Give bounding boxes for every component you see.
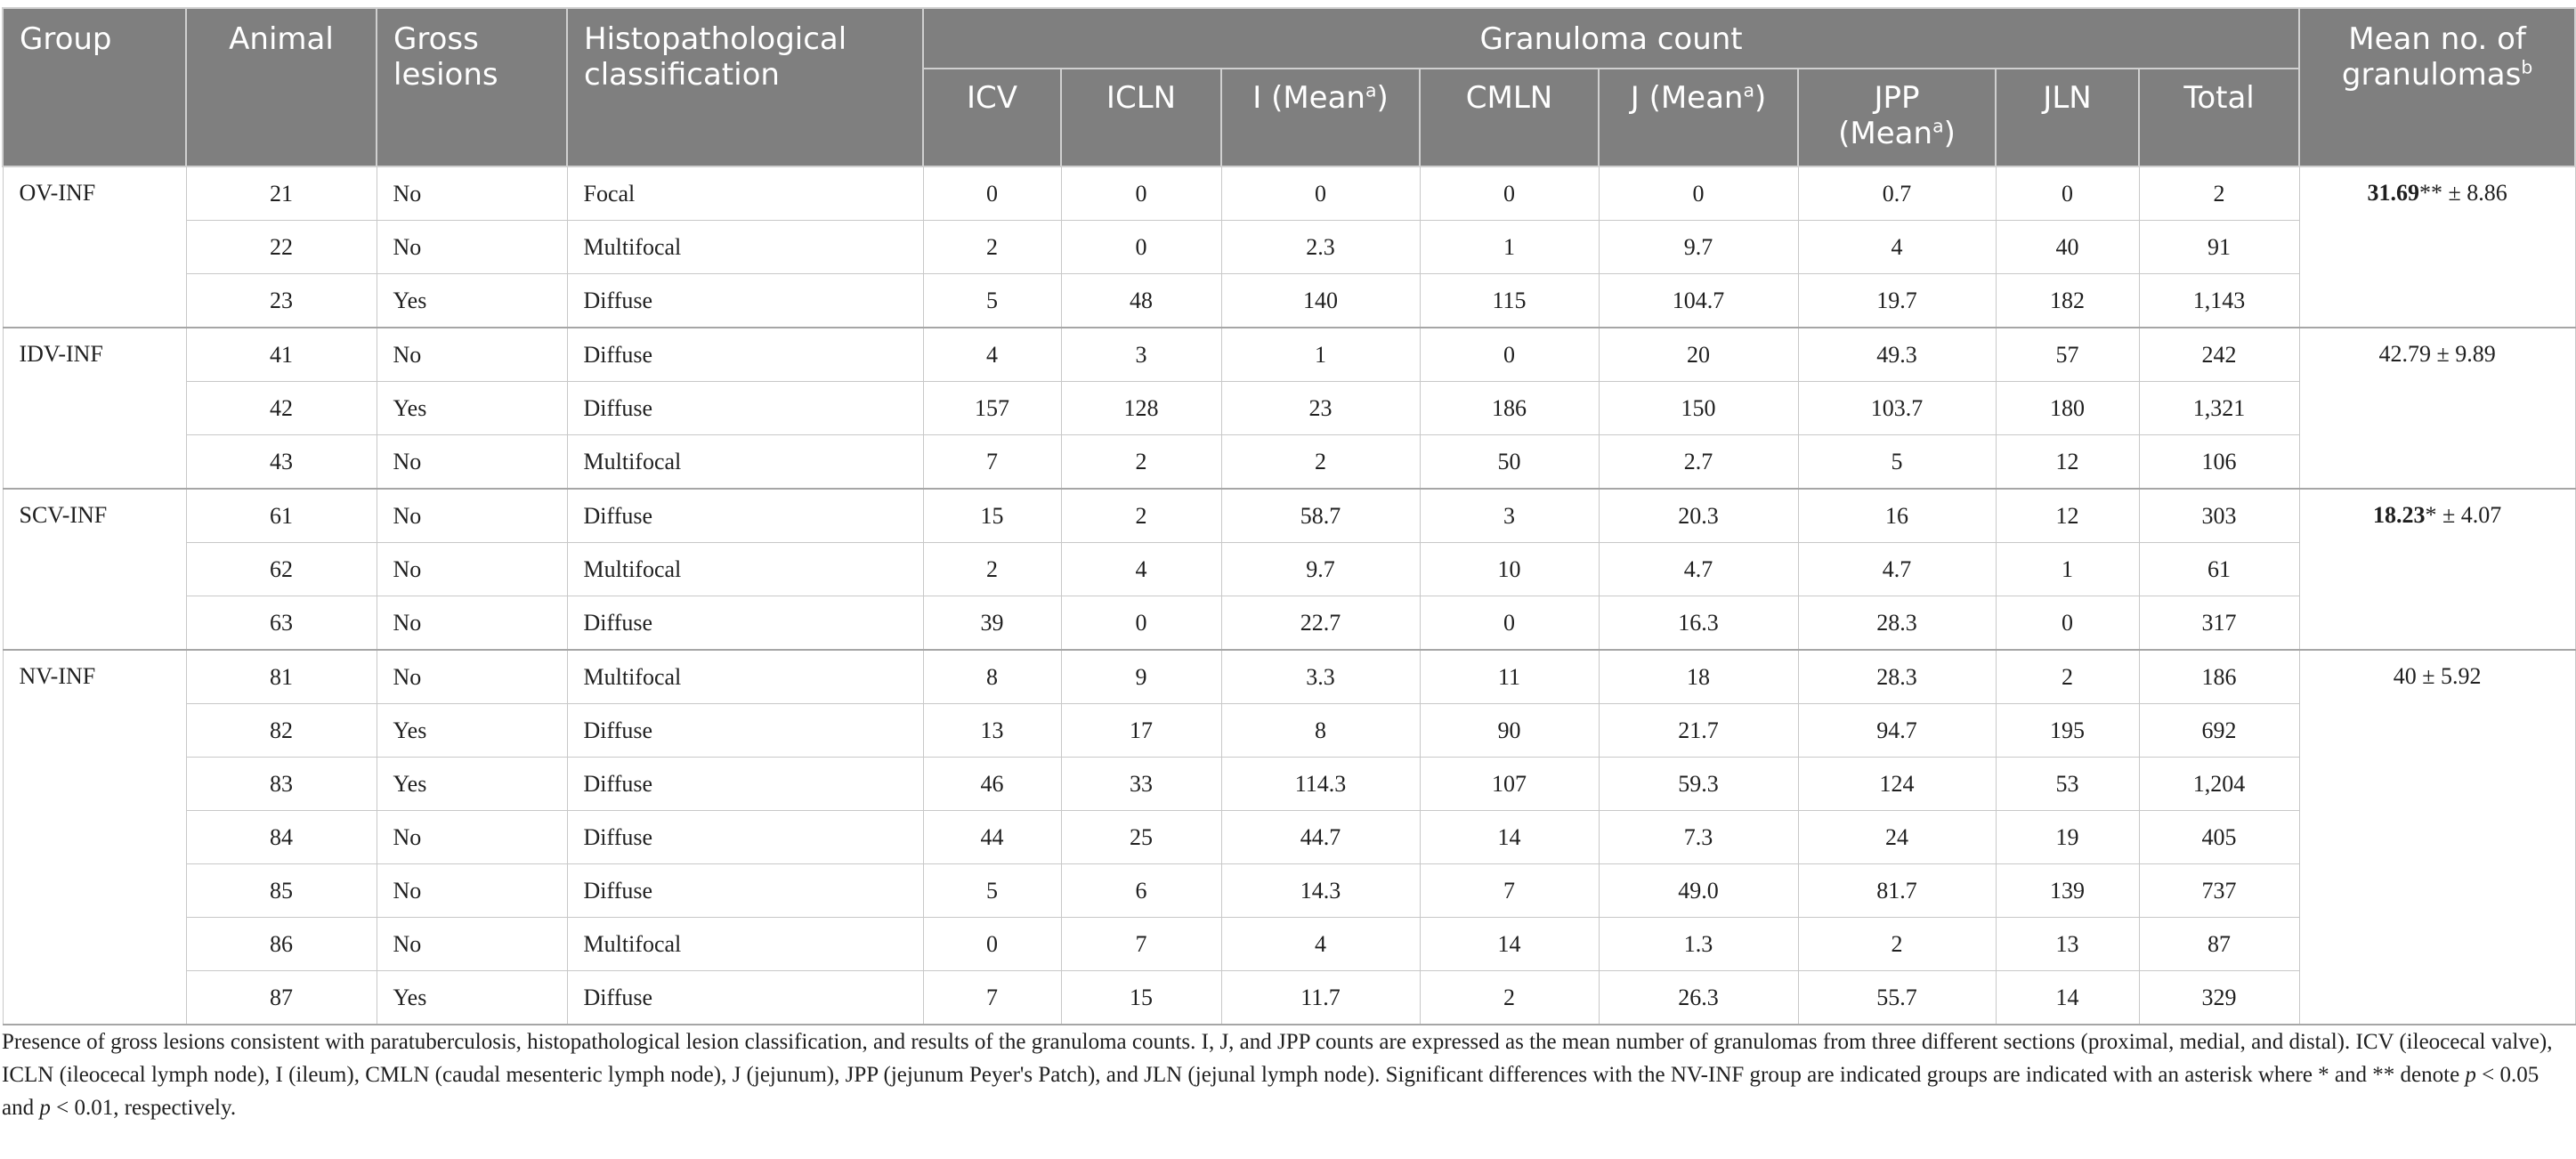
j-cell: 16.3 <box>1599 596 1798 651</box>
cmln-cell: 11 <box>1420 650 1599 704</box>
jpp-cell: 5 <box>1798 435 1996 490</box>
jln-cell: 12 <box>1996 435 2139 490</box>
group-cell: NV-INF <box>3 650 186 1025</box>
histo-class-cell: Multifocal <box>567 221 923 274</box>
cmln-cell: 2 <box>1420 971 1599 1025</box>
mean-granulomas-cell <box>2299 650 2575 1025</box>
icln-cell: 25 <box>1061 811 1221 864</box>
icln-cell: 7 <box>1061 918 1221 971</box>
histo-class-cell: Diffuse <box>567 864 923 918</box>
animal-cell: 22 <box>186 221 377 274</box>
j-cell: 20 <box>1599 328 1798 382</box>
mean-value-bold: 18.23 <box>2372 502 2426 528</box>
header-jpp-close: ) <box>1943 116 1956 151</box>
footnote-p-symbol: p <box>2465 1063 2476 1087</box>
animal-cell: 62 <box>186 543 377 596</box>
i-cell: 14.3 <box>1221 864 1420 918</box>
icln-cell: 33 <box>1061 758 1221 811</box>
animal-cell: 86 <box>186 918 377 971</box>
cmln-cell: 107 <box>1420 758 1599 811</box>
cmln-cell: 14 <box>1420 918 1599 971</box>
table-row <box>3 166 2575 221</box>
jpp-cell: 28.3 <box>1798 650 1996 704</box>
header-histopathological-classification: Histopathological classification <box>567 8 923 166</box>
i-cell: 9.7 <box>1221 543 1420 596</box>
histo-class-cell: Multifocal <box>567 435 923 490</box>
j-cell: 49.0 <box>1599 864 1798 918</box>
j-cell: 150 <box>1599 382 1798 435</box>
animal-cell: 61 <box>186 489 377 543</box>
icv-cell: 7 <box>923 435 1061 490</box>
jln-cell: 2 <box>1996 650 2139 704</box>
j-cell: 0 <box>1599 166 1798 221</box>
i-cell: 2 <box>1221 435 1420 490</box>
animal-cell: 63 <box>186 596 377 651</box>
table-body <box>3 166 2575 1025</box>
j-cell: 7.3 <box>1599 811 1798 864</box>
gross-lesions-cell: No <box>377 435 567 490</box>
i-cell: 1 <box>1221 328 1420 382</box>
group-cell: IDV-INF <box>3 328 186 489</box>
gross-lesions-cell: No <box>377 489 567 543</box>
table-row <box>3 918 2575 971</box>
cmln-cell: 186 <box>1420 382 1599 435</box>
cmln-cell: 1 <box>1420 221 1599 274</box>
mean-value: ** ± 8.86 <box>2418 180 2507 206</box>
total-cell: 106 <box>2139 435 2299 490</box>
i-cell: 4 <box>1221 918 1420 971</box>
jpp-cell: 19.7 <box>1798 274 1996 328</box>
total-cell: 87 <box>2139 918 2299 971</box>
mean-granulomas-cell <box>2299 328 2575 489</box>
j-cell: 1.3 <box>1599 918 1798 971</box>
i-cell: 3.3 <box>1221 650 1420 704</box>
header-j-mean <box>1599 69 1798 166</box>
jln-cell: 1 <box>1996 543 2139 596</box>
i-cell: 140 <box>1221 274 1420 328</box>
jpp-cell: 124 <box>1798 758 1996 811</box>
icln-cell: 48 <box>1061 274 1221 328</box>
j-cell: 18 <box>1599 650 1798 704</box>
cmln-cell: 90 <box>1420 704 1599 758</box>
gross-lesions-cell: Yes <box>377 758 567 811</box>
icln-cell: 6 <box>1061 864 1221 918</box>
jln-cell: 180 <box>1996 382 2139 435</box>
table-footnote <box>2 1025 2556 1124</box>
jln-cell: 19 <box>1996 811 2139 864</box>
header-i-label: I (Mean <box>1252 80 1365 116</box>
header-animal: Animal <box>186 8 377 166</box>
table-row <box>3 596 2575 651</box>
jpp-cell: 2 <box>1798 918 1996 971</box>
header-i-close: ) <box>1376 80 1389 116</box>
j-cell: 21.7 <box>1599 704 1798 758</box>
icln-cell: 3 <box>1061 328 1221 382</box>
i-cell: 0 <box>1221 166 1420 221</box>
header-j-close: ) <box>1754 80 1767 116</box>
animal-cell: 21 <box>186 166 377 221</box>
granuloma-table <box>2 7 2576 1025</box>
icln-cell: 2 <box>1061 489 1221 543</box>
icln-cell: 15 <box>1061 971 1221 1025</box>
table-row <box>3 758 2575 811</box>
icv-cell: 8 <box>923 650 1061 704</box>
header-icv: ICV <box>923 69 1061 166</box>
i-cell: 22.7 <box>1221 596 1420 651</box>
gross-lesions-cell: No <box>377 543 567 596</box>
cmln-cell: 3 <box>1420 489 1599 543</box>
icv-cell: 5 <box>923 274 1061 328</box>
jln-cell: 13 <box>1996 918 2139 971</box>
total-cell: 405 <box>2139 811 2299 864</box>
header-group: Group <box>3 8 186 166</box>
icv-cell: 0 <box>923 918 1061 971</box>
table-row <box>3 864 2575 918</box>
jpp-cell: 55.7 <box>1798 971 1996 1025</box>
gross-lesions-cell: Yes <box>377 971 567 1025</box>
animal-cell: 84 <box>186 811 377 864</box>
animal-cell: 42 <box>186 382 377 435</box>
histo-class-cell: Diffuse <box>567 382 923 435</box>
j-cell: 26.3 <box>1599 971 1798 1025</box>
header-jpp-mean <box>1798 69 1996 166</box>
j-cell: 4.7 <box>1599 543 1798 596</box>
table-row <box>3 274 2575 328</box>
histo-class-cell: Diffuse <box>567 971 923 1025</box>
total-cell: 737 <box>2139 864 2299 918</box>
icv-cell: 13 <box>923 704 1061 758</box>
jln-cell: 57 <box>1996 328 2139 382</box>
gross-lesions-cell: No <box>377 596 567 651</box>
jpp-cell: 4.7 <box>1798 543 1996 596</box>
jpp-cell: 49.3 <box>1798 328 1996 382</box>
jpp-cell: 0.7 <box>1798 166 1996 221</box>
jln-cell: 195 <box>1996 704 2139 758</box>
gross-lesions-cell: No <box>377 166 567 221</box>
jpp-cell: 4 <box>1798 221 1996 274</box>
animal-cell: 23 <box>186 274 377 328</box>
table-row <box>3 435 2575 490</box>
cmln-cell: 0 <box>1420 596 1599 651</box>
icv-cell: 2 <box>923 221 1061 274</box>
group-cell: SCV-INF <box>3 489 186 650</box>
jln-cell: 0 <box>1996 166 2139 221</box>
total-cell: 2 <box>2139 166 2299 221</box>
i-cell: 114.3 <box>1221 758 1420 811</box>
mean-granulomas-cell <box>2299 166 2575 328</box>
header-jpp-sup: a <box>1932 115 1944 137</box>
mean-value: 40 ± 5.92 <box>2393 663 2482 689</box>
jpp-cell: 81.7 <box>1798 864 1996 918</box>
cmln-cell: 50 <box>1420 435 1599 490</box>
i-cell: 2.3 <box>1221 221 1420 274</box>
gross-lesions-cell: Yes <box>377 704 567 758</box>
icln-cell: 9 <box>1061 650 1221 704</box>
j-cell: 59.3 <box>1599 758 1798 811</box>
total-cell: 91 <box>2139 221 2299 274</box>
jln-cell: 182 <box>1996 274 2139 328</box>
mean-value: * ± 4.07 <box>2425 502 2502 528</box>
icln-cell: 4 <box>1061 543 1221 596</box>
histo-class-cell: Multifocal <box>567 543 923 596</box>
gross-lesions-cell: No <box>377 650 567 704</box>
table-row <box>3 543 2575 596</box>
animal-cell: 41 <box>186 328 377 382</box>
jpp-cell: 24 <box>1798 811 1996 864</box>
icln-cell: 17 <box>1061 704 1221 758</box>
header-cmln: CMLN <box>1420 69 1599 166</box>
i-cell: 11.7 <box>1221 971 1420 1025</box>
header-i-sup: a <box>1365 79 1377 101</box>
jpp-cell: 16 <box>1798 489 1996 543</box>
cmln-cell: 14 <box>1420 811 1599 864</box>
i-cell: 44.7 <box>1221 811 1420 864</box>
jpp-cell: 28.3 <box>1798 596 1996 651</box>
icv-cell: 39 <box>923 596 1061 651</box>
header-j-label: J (Mean <box>1630 80 1744 116</box>
j-cell: 2.7 <box>1599 435 1798 490</box>
total-cell: 303 <box>2139 489 2299 543</box>
icln-cell: 0 <box>1061 166 1221 221</box>
header-mean-sup: b <box>2521 56 2533 78</box>
icv-cell: 15 <box>923 489 1061 543</box>
total-cell: 1,321 <box>2139 382 2299 435</box>
gross-lesions-cell: No <box>377 864 567 918</box>
gross-lesions-cell: No <box>377 328 567 382</box>
header-icln: ICLN <box>1061 69 1221 166</box>
table-row <box>3 489 2575 543</box>
group-cell: OV-INF <box>3 166 186 328</box>
header-j-sup: a <box>1743 79 1754 101</box>
jln-cell: 14 <box>1996 971 2139 1025</box>
gross-lesions-cell: No <box>377 918 567 971</box>
total-cell: 242 <box>2139 328 2299 382</box>
cmln-cell: 10 <box>1420 543 1599 596</box>
total-cell: 692 <box>2139 704 2299 758</box>
header-jln: JLN <box>1996 69 2139 166</box>
icv-cell: 4 <box>923 328 1061 382</box>
table-row <box>3 328 2575 382</box>
icv-cell: 7 <box>923 971 1061 1025</box>
mean-value: 42.79 ± 9.89 <box>2378 341 2496 367</box>
header-jpp-mean-label: (Mean <box>1838 116 1933 151</box>
i-cell: 58.7 <box>1221 489 1420 543</box>
j-cell: 9.7 <box>1599 221 1798 274</box>
total-cell: 329 <box>2139 971 2299 1025</box>
histo-class-cell: Diffuse <box>567 328 923 382</box>
histo-class-cell: Diffuse <box>567 704 923 758</box>
jln-cell: 40 <box>1996 221 2139 274</box>
table-row <box>3 382 2575 435</box>
histo-class-cell: Multifocal <box>567 650 923 704</box>
table-row <box>3 650 2575 704</box>
animal-cell: 81 <box>186 650 377 704</box>
table-row <box>3 971 2575 1025</box>
icln-cell: 0 <box>1061 596 1221 651</box>
gross-lesions-cell: No <box>377 811 567 864</box>
jln-cell: 139 <box>1996 864 2139 918</box>
icv-cell: 46 <box>923 758 1061 811</box>
gross-lesions-cell: Yes <box>377 382 567 435</box>
footnote-text-2: < 0.05 and <box>2 1063 2540 1120</box>
histo-class-cell: Diffuse <box>567 596 923 651</box>
total-cell: 186 <box>2139 650 2299 704</box>
footnote-text: Presence of gross lesions consistent with paratuberculosis, histopathological lesion classification, and results of the granuloma counts. I, J, and JPP counts are expressed as the mean number of granulomas from three different sections (proximal, medial, and distal). ICV (ileocecal valve), ICLN (ileocecal lymph node), I (ileum), CMLN (caudal mesenteric lymph node), J (jejunum), JPP (jejunum Peyer's Patch), and JLN (jejunal lymph node). Significant differences with the NV-INF group are indicated groups are indicated with an asterisk where * and ** denote <box>2 1030 2553 1087</box>
header-granuloma-count: Granuloma count <box>923 8 2299 69</box>
icv-cell: 44 <box>923 811 1061 864</box>
j-cell: 104.7 <box>1599 274 1798 328</box>
mean-granulomas-cell <box>2299 489 2575 650</box>
icv-cell: 0 <box>923 166 1061 221</box>
animal-cell: 43 <box>186 435 377 490</box>
jln-cell: 0 <box>1996 596 2139 651</box>
table-row <box>3 704 2575 758</box>
jln-cell: 12 <box>1996 489 2139 543</box>
cmln-cell: 115 <box>1420 274 1599 328</box>
animal-cell: 83 <box>186 758 377 811</box>
animal-cell: 82 <box>186 704 377 758</box>
jpp-cell: 103.7 <box>1798 382 1996 435</box>
jln-cell: 53 <box>1996 758 2139 811</box>
icv-cell: 5 <box>923 864 1061 918</box>
i-cell: 23 <box>1221 382 1420 435</box>
icln-cell: 128 <box>1061 382 1221 435</box>
gross-lesions-cell: No <box>377 221 567 274</box>
total-cell: 317 <box>2139 596 2299 651</box>
footnote-p-symbol-2: p <box>39 1096 51 1120</box>
header-mean-no-granulomas <box>2299 8 2575 166</box>
footnote-text-3: < 0.01, respectively. <box>50 1096 237 1120</box>
mean-value-bold: 31.69 <box>2367 180 2419 206</box>
header-gross-lesions: Gross lesions <box>377 8 567 166</box>
histo-class-cell: Diffuse <box>567 758 923 811</box>
cmln-cell: 0 <box>1420 328 1599 382</box>
header-mean-label: Mean no. of granulomas <box>2341 21 2526 93</box>
histo-class-cell: Diffuse <box>567 489 923 543</box>
total-cell: 1,204 <box>2139 758 2299 811</box>
histo-class-cell: Diffuse <box>567 274 923 328</box>
jpp-cell: 94.7 <box>1798 704 1996 758</box>
histo-class-cell: Diffuse <box>567 811 923 864</box>
j-cell: 20.3 <box>1599 489 1798 543</box>
cmln-cell: 7 <box>1420 864 1599 918</box>
total-cell: 61 <box>2139 543 2299 596</box>
icln-cell: 0 <box>1061 221 1221 274</box>
icv-cell: 2 <box>923 543 1061 596</box>
icv-cell: 157 <box>923 382 1061 435</box>
header-jpp-label: JPP <box>1874 80 1920 116</box>
total-cell: 1,143 <box>2139 274 2299 328</box>
animal-cell: 87 <box>186 971 377 1025</box>
animal-cell: 85 <box>186 864 377 918</box>
table-row <box>3 811 2575 864</box>
gross-lesions-cell: Yes <box>377 274 567 328</box>
header-total: Total <box>2139 69 2299 166</box>
histo-class-cell: Focal <box>567 166 923 221</box>
i-cell: 8 <box>1221 704 1420 758</box>
header-i-mean <box>1221 69 1420 166</box>
icln-cell: 2 <box>1061 435 1221 490</box>
table-row <box>3 221 2575 274</box>
histo-class-cell: Multifocal <box>567 918 923 971</box>
cmln-cell: 0 <box>1420 166 1599 221</box>
